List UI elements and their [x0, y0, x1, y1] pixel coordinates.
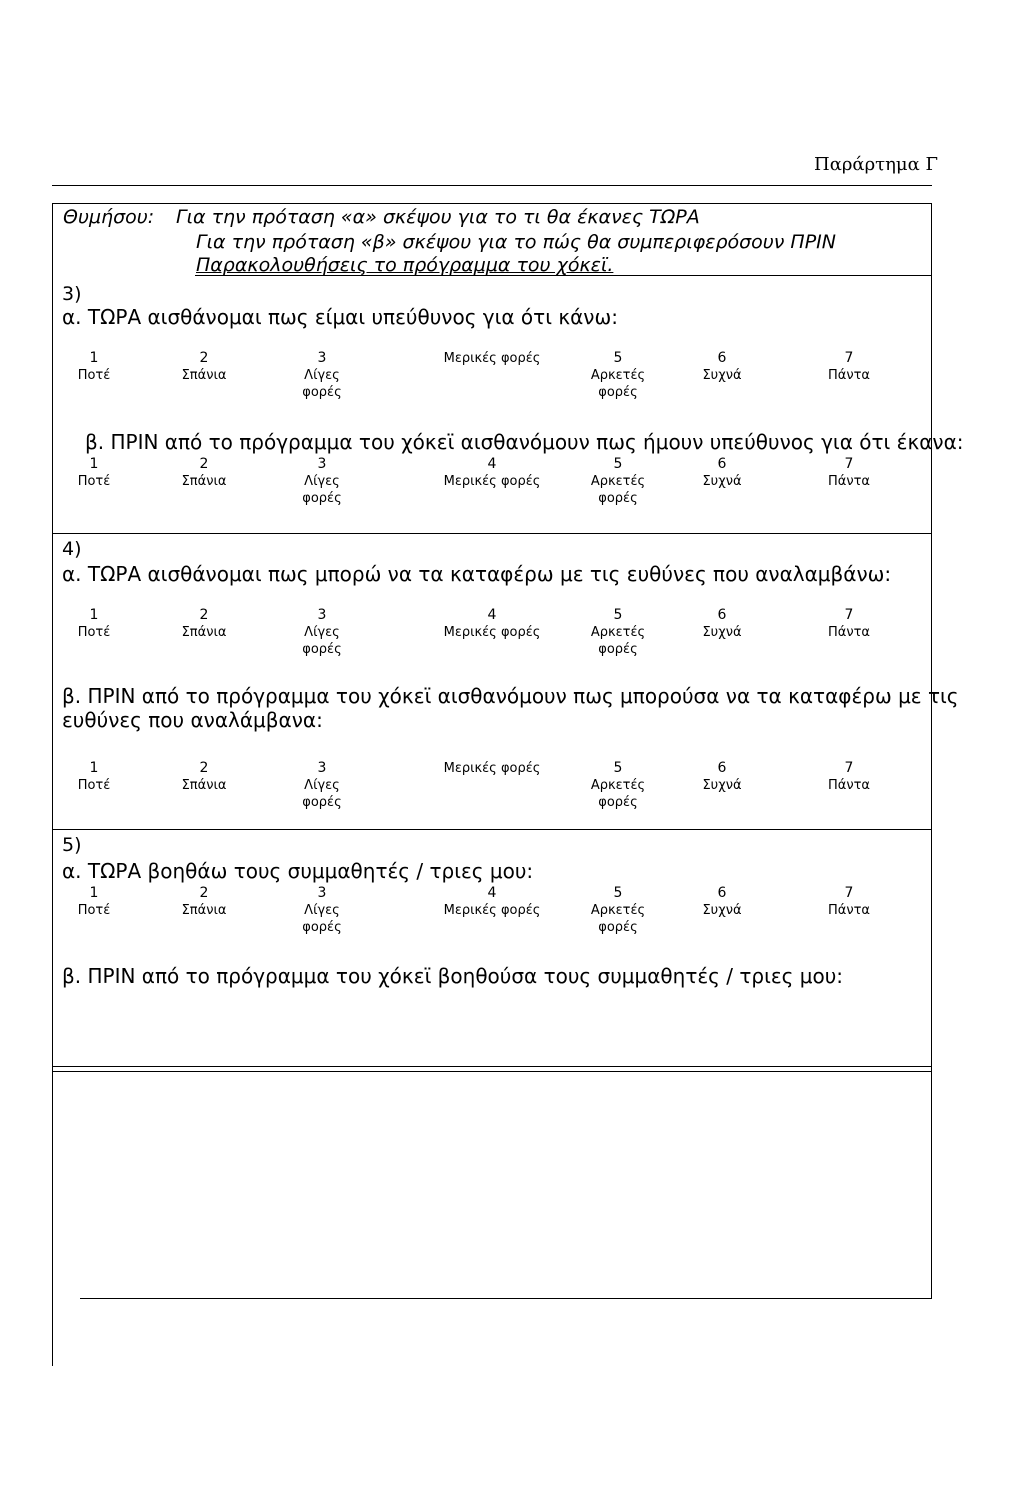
scale-option-number: 4: [487, 456, 497, 472]
scale-option-number: 2: [199, 607, 209, 623]
q5-bottom-rule: [52, 1066, 932, 1067]
question-4a-scale: [62, 607, 902, 671]
question-4b-text-line-2: ευθύνες που αναλάμβανα:: [62, 708, 323, 732]
question-4b-scale: [62, 760, 902, 824]
reminder-line-2: Για την πρόταση «β» σκέψου για το πώς θα συμπεριφερόσουν ΠΡΙΝ: [196, 231, 836, 253]
scale-option: [182, 607, 227, 641]
scale-option-label: Συχνά: [702, 625, 742, 640]
scale-option: [828, 607, 870, 641]
reminder-line-1: Για την πρόταση «α» σκέψου για το τι θα έκανες ΤΩΡΑ: [176, 206, 700, 228]
scale-option-number: 7: [844, 350, 854, 366]
scale-option-label: Αρκετές φορές: [590, 368, 646, 400]
scale-option-label: Σπάνια: [181, 474, 227, 489]
scale-option: [78, 760, 111, 794]
question-5b-text: β. ΠΡΙΝ από το πρόγραμμα του χόκεϊ βοηθούσα τους συμμαθητές / τριες μου:: [62, 964, 844, 988]
scale-option: [828, 885, 870, 919]
scale-option: [182, 350, 227, 384]
scale-option-number: 3: [317, 607, 327, 623]
scale-option: [78, 885, 111, 919]
question-3a-text: α. ΤΩΡΑ αισθάνομαι πως είμαι υπεύθυνος για ότι κάνω:: [62, 305, 618, 329]
scale-option-number: 6: [717, 350, 727, 366]
scale-option: [588, 885, 648, 936]
question-3-number: 3): [62, 283, 82, 305]
scale-option: [444, 607, 541, 641]
scale-option: [588, 456, 648, 507]
question-4b-text-line-1: β. ΠΡΙΝ από το πρόγραμμα του χόκεϊ αισθανόμουν πως μπορούσα να τα καταφέρω με τις: [62, 684, 959, 708]
scale-option-label: Συχνά: [702, 474, 742, 489]
question-5a-text: α. ΤΩΡΑ βοηθάω τους συμμαθητές / τριες μου:: [62, 859, 534, 883]
scale-option-number: 3: [317, 350, 327, 366]
question-5-number: 5): [62, 834, 82, 856]
scale-option-number: 5: [613, 607, 623, 623]
scale-option: [444, 456, 541, 490]
scale-option-label: Πάντα: [827, 368, 871, 383]
scale-option-number: 3: [317, 885, 327, 901]
appendix-label: Παράρτημα Γ: [814, 154, 938, 175]
question-3b-text: β. ΠΡΙΝ από το πρόγραμμα του χόκεϊ αισθανόμουν πως ήμουν υπεύθυνος για ότι έκανα:: [85, 430, 964, 454]
scale-option-label: Συχνά: [702, 778, 742, 793]
scale-option-number: 1: [89, 350, 99, 366]
scale-option-label: Ποτέ: [77, 474, 111, 489]
scale-option-label: Λίγες φορές: [302, 474, 342, 506]
scale-option-label: Μερικές φορές: [443, 351, 541, 366]
scale-option-label: Λίγες φορές: [302, 778, 342, 810]
scale-option: [78, 456, 111, 490]
scale-option-label: Ποτέ: [77, 625, 111, 640]
scale-option-number: 2: [199, 885, 209, 901]
scale-option-label: Μερικές φορές: [443, 761, 541, 776]
q4-divider: [52, 829, 932, 830]
scale-option-label: Αρκετές φορές: [590, 474, 646, 506]
scale-option-label: Συχνά: [702, 368, 742, 383]
scale-option: [828, 456, 870, 490]
scale-option: [702, 607, 741, 641]
scale-option-label: Λίγες φορές: [302, 625, 342, 657]
scale-option-number: 2: [199, 456, 209, 472]
scale-option-label: Αρκετές φορές: [590, 625, 646, 657]
scale-option-label: Ποτέ: [77, 778, 111, 793]
scale-option-number: 4: [487, 607, 497, 623]
scale-option-label: Αρκετές φορές: [590, 903, 646, 935]
scale-option-label: Μερικές φορές: [443, 903, 541, 918]
scale-option-number: 1: [89, 607, 99, 623]
question-5a-scale: [62, 885, 902, 949]
scale-option: [444, 885, 541, 919]
scale-option: [702, 885, 741, 919]
scale-option-label: Μερικές φορές: [443, 474, 541, 489]
scale-option-label: Σπάνια: [181, 903, 227, 918]
scale-option-number: 3: [317, 760, 327, 776]
scale-option-number: 1: [89, 760, 99, 776]
scale-option: [292, 350, 352, 401]
scale-option-number: 4: [487, 885, 497, 901]
scale-option: [588, 607, 648, 658]
reminder-label: Θυμήσου:: [63, 206, 155, 228]
scale-option-label: Συχνά: [702, 903, 742, 918]
frame-right: [931, 203, 932, 1071]
scale-option: [78, 607, 111, 641]
scale-option-label: Πάντα: [827, 474, 871, 489]
question-4-number: 4): [62, 538, 82, 560]
next-frame-bottom: [80, 1298, 932, 1299]
question-3b-scale: [62, 456, 902, 520]
scale-option-number: 5: [613, 350, 623, 366]
scale-option-number: 7: [844, 456, 854, 472]
scale-option: [292, 607, 352, 658]
next-frame-top: [52, 1071, 932, 1072]
scale-option-number: 6: [717, 456, 727, 472]
scale-option: [588, 350, 648, 401]
scale-option: [292, 885, 352, 936]
scale-option-label: Λίγες φορές: [302, 903, 342, 935]
question-3a-scale: [62, 350, 902, 414]
scale-option-number: 6: [717, 885, 727, 901]
reminder-line-3: Παρακολουθήσεις το πρόγραμμα του χόκεϊ.: [196, 254, 614, 276]
q3-divider: [52, 533, 932, 534]
scale-option: [444, 760, 541, 777]
scale-option: [182, 760, 227, 794]
scale-option-number: 6: [717, 607, 727, 623]
next-frame-right: [931, 1071, 932, 1298]
header-rule: [52, 185, 932, 186]
scale-option-number: 2: [199, 350, 209, 366]
scale-option-label: Αρκετές φορές: [590, 778, 646, 810]
scale-option: [444, 350, 541, 367]
scale-option-number: 1: [89, 456, 99, 472]
scale-option-label: Σπάνια: [181, 778, 227, 793]
scale-option: [78, 350, 111, 384]
scale-option-number: 3: [317, 456, 327, 472]
scale-option: [702, 760, 741, 794]
scale-option-number: 2: [199, 760, 209, 776]
scale-option-number: 7: [844, 885, 854, 901]
scale-option: [702, 456, 741, 490]
scale-option: [702, 350, 741, 384]
scale-option: [588, 760, 648, 811]
scale-option-number: 5: [613, 456, 623, 472]
scale-option-number: 5: [613, 760, 623, 776]
frame-top: [52, 203, 932, 204]
scale-option-label: Ποτέ: [77, 368, 111, 383]
scale-option-label: Πάντα: [827, 778, 871, 793]
scale-option: [292, 456, 352, 507]
scale-option-number: 7: [844, 760, 854, 776]
question-4a-text: α. ΤΩΡΑ αισθάνομαι πως μπορώ να τα καταφέρω με τις ευθύνες που αναλαμβάνω:: [62, 562, 892, 586]
scale-option-label: Σπάνια: [181, 368, 227, 383]
scale-option: [828, 760, 870, 794]
scale-option-number: 1: [89, 885, 99, 901]
scale-option: [292, 760, 352, 811]
scale-option: [182, 885, 227, 919]
scale-option-label: Πάντα: [827, 625, 871, 640]
scale-option-number: 6: [717, 760, 727, 776]
frame-left: [52, 203, 53, 1366]
scale-option-label: Λίγες φορές: [302, 368, 342, 400]
scale-option-label: Μερικές φορές: [443, 625, 541, 640]
scale-option: [828, 350, 870, 384]
scale-option-number: 7: [844, 607, 854, 623]
scale-option: [182, 456, 227, 490]
scale-option-label: Ποτέ: [77, 903, 111, 918]
scale-option-label: Πάντα: [827, 903, 871, 918]
scale-option-label: Σπάνια: [181, 625, 227, 640]
scale-option-number: 5: [613, 885, 623, 901]
